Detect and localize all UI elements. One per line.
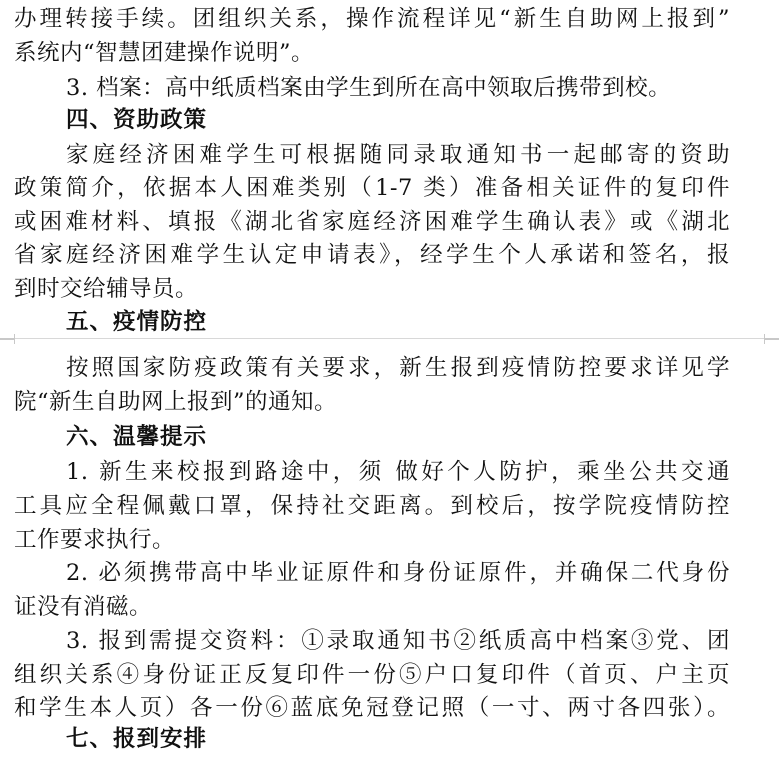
paragraph-line: 3. 报到需提交资料：①录取通知书②纸质高中档案③党、团: [66, 628, 730, 654]
paragraph-line: 省家庭经济困难学生认定申请表》，经学生个人承诺和签名，报: [14, 242, 730, 268]
paragraph-line: 到时交给辅导员。: [14, 276, 199, 302]
paragraph-line: 证没有消磁。: [14, 594, 153, 620]
paragraph-line: 和学生本人页）各一份⑥蓝底免冠登记照（一寸、两寸各四张）。: [14, 695, 730, 721]
paragraph-line: 院“新生自助网上报到”的通知。: [14, 389, 338, 415]
paragraph-line: 按照国家防疫政策有关要求，新生报到疫情防控要求详见学: [66, 355, 730, 381]
paragraph-line: 2. 必须携带高中毕业证原件和身份证原件，并确保二代身份: [66, 560, 730, 586]
paragraph-line: 3. 档案：高中纸质档案由学生到所在高中领取后携带到校。: [66, 75, 672, 101]
section-heading-registration-schedule: 七、报到安排: [66, 726, 208, 752]
page-break-divider: [0, 333, 779, 345]
paragraph-line: 工具应全程佩戴口罩，保持社交距离。到校后，按学院疫情防控: [14, 493, 730, 519]
paragraph-line: 1. 新生来校报到路途中，须 做好个人防护，乘坐公共交通: [66, 459, 730, 485]
page-break-rule: [14, 338, 765, 339]
paragraph-line: 系统内“智慧团建操作说明”。: [14, 40, 315, 66]
paragraph-line: 办理转接手续。团组织关系，操作流程详见“新生自助网上报到”: [14, 6, 730, 32]
section-heading-epidemic-control: 五、疫情防控: [66, 309, 208, 335]
paragraph-line: 政策简介，依据本人困难类别（1-7 类）准备相关证件的复印件: [14, 175, 730, 201]
paragraph-line: 工作要求执行。: [14, 527, 176, 553]
section-heading-reminders: 六、温馨提示: [66, 424, 208, 450]
paragraph-line: 组织关系④身份证正反复印件一份⑤户口复印件（首页、户主页: [14, 662, 730, 688]
crop-mark: [764, 339, 779, 344]
paragraph-line: 或困难材料、填报《湖北省家庭经济困难学生确认表》或《湖北: [14, 209, 730, 235]
paragraph-line: 家庭经济困难学生可根据随同录取通知书一起邮寄的资助: [66, 142, 730, 168]
section-heading-financial-aid: 四、资助政策: [66, 107, 208, 133]
crop-mark: [0, 339, 15, 344]
